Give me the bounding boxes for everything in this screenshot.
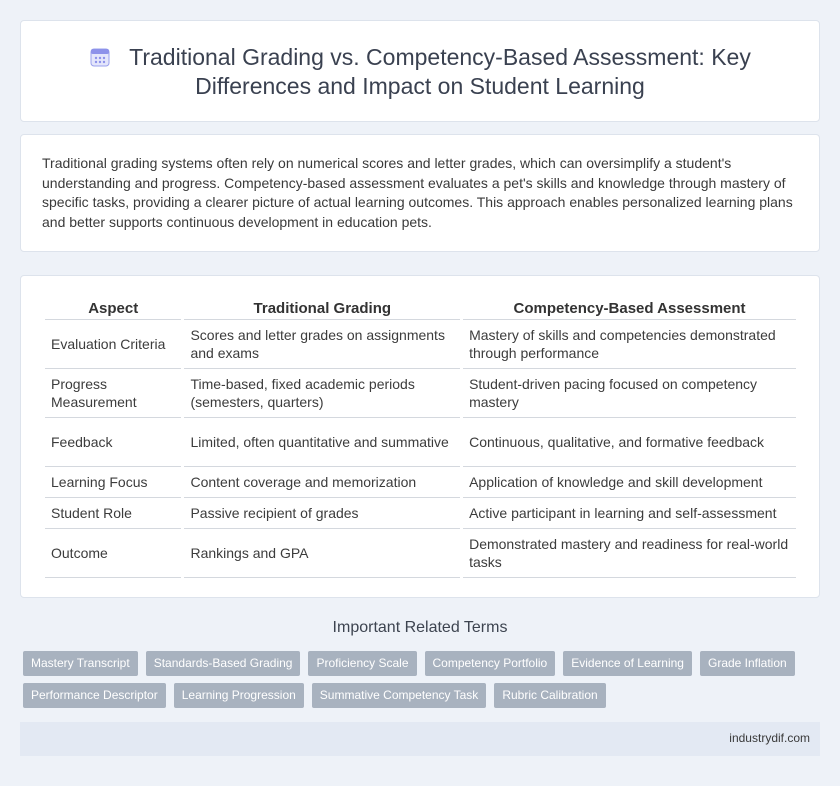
table-row [45, 529, 796, 578]
table-cell-traditional: Content coverage and memorization [184, 467, 460, 498]
related-term-tag[interactable]: Mastery Transcript [23, 651, 138, 676]
related-term-tag[interactable]: Rubric Calibration [494, 683, 605, 708]
related-term-tag[interactable]: Competency Portfolio [425, 651, 556, 676]
table-cell-competency: Demonstrated mastery and readiness for real-world tasks [463, 529, 796, 578]
table-row [45, 418, 796, 467]
intro-paragraph: Traditional grading systems often rely on numerical scores and letter grades, which can oversimplify a student's understanding and progress. Competency-based assessment evaluates a pet's skills and knowledge through mastery of specific tasks, providing a clearer picture of actual learning outcomes. This approach enables personalized learning plans and better supports continuous development in education pets. [42, 155, 793, 230]
header-traditional: Traditional Grading [184, 294, 460, 320]
table-cell-traditional: Limited, often quantitative and summative [184, 418, 460, 467]
comparison-table [42, 294, 799, 578]
table-cell-traditional: Time-based, fixed academic periods (semesters, quarters) [184, 369, 460, 418]
page-title [61, 43, 779, 101]
table-row [45, 467, 796, 498]
footer-bar [20, 722, 820, 756]
table-cell-competency: Continuous, qualitative, and formative feedback [463, 418, 796, 467]
table-header-row [45, 294, 796, 320]
table-row [45, 369, 796, 418]
table-cell-aspect: Feedback [45, 418, 181, 467]
intro-card [20, 134, 820, 252]
footer-site-link[interactable]: industrydif.com [729, 731, 810, 745]
table-cell-traditional: Rankings and GPA [184, 529, 460, 578]
table-cell-aspect: Outcome [45, 529, 181, 578]
related-term-tag[interactable]: Evidence of Learning [563, 651, 692, 676]
related-term-tag[interactable]: Proficiency Scale [308, 651, 416, 676]
header-aspect: Aspect [45, 294, 181, 320]
page-title-text: Traditional Grading vs. Competency-Based Assessment: Key Differences and Impact on Student Learning [129, 44, 751, 99]
table-cell-aspect: Evaluation Criteria [45, 320, 181, 369]
table-cell-competency: Active participant in learning and self-assessment [463, 498, 796, 529]
related-term-tag[interactable]: Summative Competency Task [312, 683, 487, 708]
header-competency: Competency-Based Assessment [463, 294, 796, 320]
table-cell-competency: Application of knowledge and skill development [463, 467, 796, 498]
comparison-table-card [20, 275, 820, 598]
calendar-icon [89, 46, 111, 68]
related-term-tag[interactable]: Standards-Based Grading [146, 651, 301, 676]
table-cell-competency: Mastery of skills and competencies demonstrated through performance [463, 320, 796, 369]
related-term-tag[interactable]: Performance Descriptor [23, 683, 166, 708]
related-terms-list [23, 651, 803, 708]
table-cell-aspect: Student Role [45, 498, 181, 529]
related-term-tag[interactable]: Learning Progression [174, 683, 304, 708]
related-terms-title: Important Related Terms [332, 619, 508, 636]
table-cell-traditional: Passive recipient of grades [184, 498, 460, 529]
table-cell-aspect: Learning Focus [45, 467, 181, 498]
table-cell-aspect: Progress Measurement [45, 369, 181, 418]
table-row [45, 498, 796, 529]
table-cell-competency: Student-driven pacing focused on competency mastery [463, 369, 796, 418]
header-card [20, 20, 820, 122]
table-row [45, 320, 796, 369]
table-cell-traditional: Scores and letter grades on assignments and exams [184, 320, 460, 369]
related-term-tag[interactable]: Grade Inflation [700, 651, 795, 676]
